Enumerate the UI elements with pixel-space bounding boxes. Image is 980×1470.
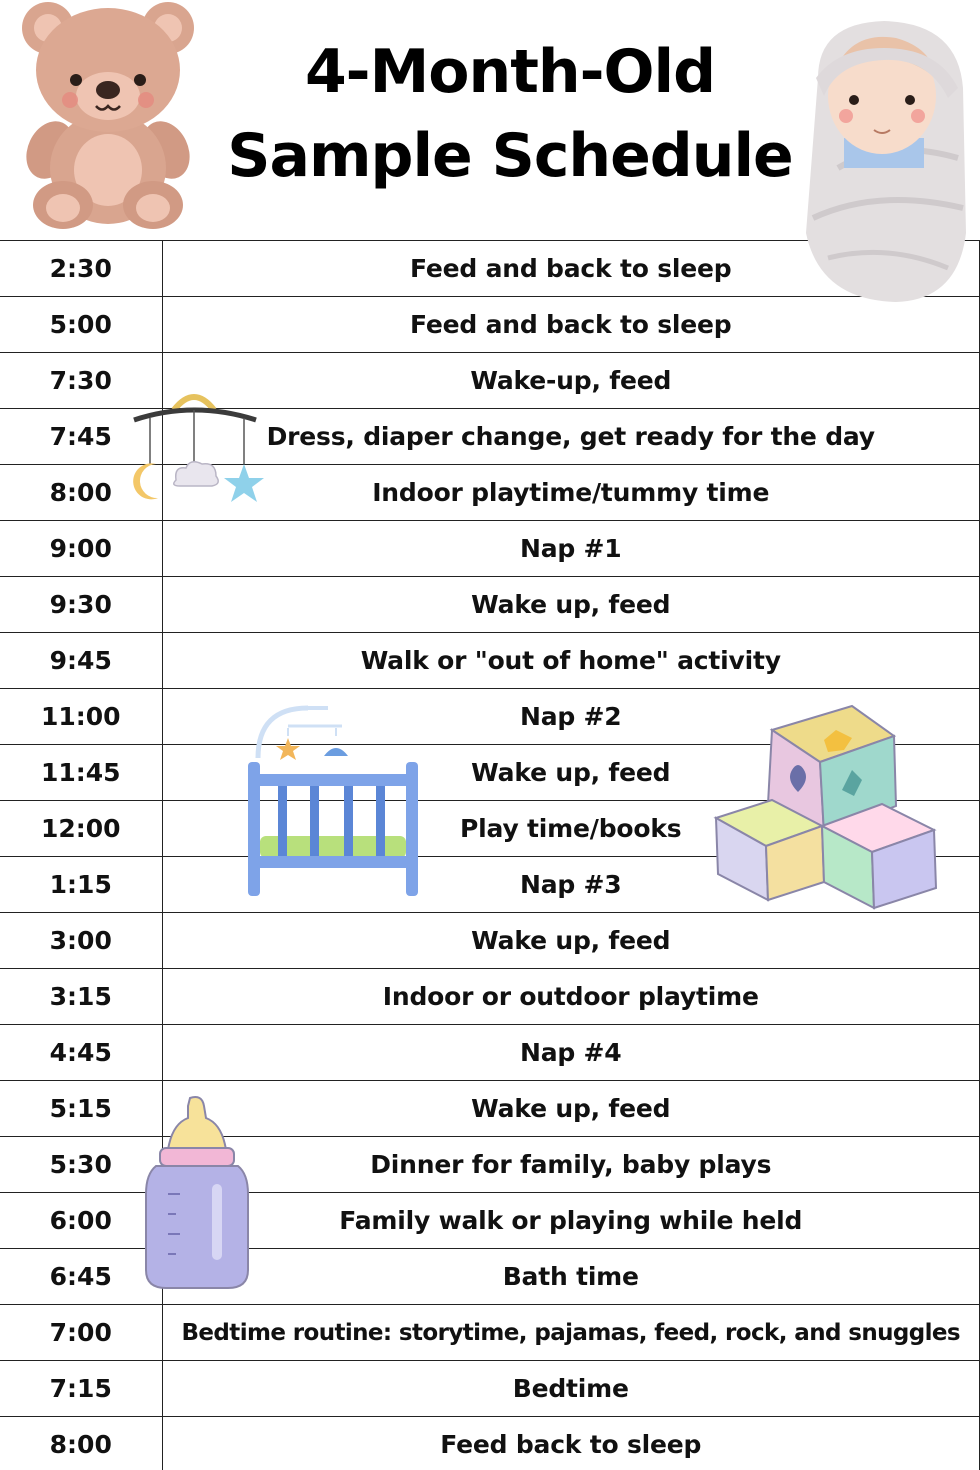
activity-cell: Dress, diaper change, get ready for the day <box>162 409 980 465</box>
activity-cell: Nap #3 <box>162 857 980 913</box>
table-row <box>0 521 980 577</box>
table-row <box>0 801 980 857</box>
activity-cell: Nap #1 <box>162 521 980 577</box>
time-cell: 6:45 <box>0 1249 162 1305</box>
activity-cell: Play time/books <box>162 801 980 857</box>
activity-cell: Dinner for family, baby plays <box>162 1137 980 1193</box>
time-cell: 6:00 <box>0 1193 162 1249</box>
table-row <box>0 1305 980 1361</box>
activity-cell: Wake up, feed <box>162 577 980 633</box>
time-cell: 7:00 <box>0 1305 162 1361</box>
activity-cell: Feed and back to sleep <box>162 297 980 353</box>
time-cell: 11:45 <box>0 745 162 801</box>
time-cell: 7:15 <box>0 1361 162 1417</box>
table-row <box>0 1193 980 1249</box>
table-row <box>0 969 980 1025</box>
table-row <box>0 1081 980 1137</box>
table-row <box>0 745 980 801</box>
table-row <box>0 689 980 745</box>
table-row <box>0 465 980 521</box>
time-cell: 9:00 <box>0 521 162 577</box>
activity-cell: Feed and back to sleep <box>162 241 980 297</box>
time-cell: 7:45 <box>0 409 162 465</box>
time-cell: 5:00 <box>0 297 162 353</box>
table-row <box>0 353 980 409</box>
time-cell: 5:15 <box>0 1081 162 1137</box>
time-cell: 1:15 <box>0 857 162 913</box>
activity-cell: Indoor or outdoor playtime <box>162 969 980 1025</box>
table-row <box>0 633 980 689</box>
title-line-2: Sample Schedule <box>227 121 793 191</box>
activity-cell: Indoor playtime/tummy time <box>162 465 980 521</box>
schedule-table <box>0 240 980 1470</box>
activity-cell: Bedtime <box>162 1361 980 1417</box>
table-row <box>0 297 980 353</box>
activity-cell: Family walk or playing while held <box>162 1193 980 1249</box>
activity-cell: Wake up, feed <box>162 913 980 969</box>
table-row <box>0 913 980 969</box>
title-line-1: 4-Month-Old <box>304 37 716 107</box>
table-row <box>0 409 980 465</box>
teddy-bear-icon <box>18 0 198 232</box>
table-row <box>0 857 980 913</box>
time-cell: 9:30 <box>0 577 162 633</box>
table-row <box>0 1417 980 1470</box>
activity-cell: Nap #4 <box>162 1025 980 1081</box>
table-row <box>0 1025 980 1081</box>
activity-cell: Wake up, feed <box>162 745 980 801</box>
table-row <box>0 1137 980 1193</box>
time-cell: 4:45 <box>0 1025 162 1081</box>
time-cell: 3:15 <box>0 969 162 1025</box>
table-row <box>0 577 980 633</box>
time-cell: 3:00 <box>0 913 162 969</box>
table-row <box>0 241 980 297</box>
table-row <box>0 1249 980 1305</box>
time-cell: 9:45 <box>0 633 162 689</box>
time-cell: 11:00 <box>0 689 162 745</box>
time-cell: 8:00 <box>0 1417 162 1470</box>
page-title <box>200 30 820 198</box>
time-cell: 2:30 <box>0 241 162 297</box>
time-cell: 8:00 <box>0 465 162 521</box>
activity-cell: Bedtime routine: storytime, pajamas, feed, rock, and snuggles <box>162 1305 980 1361</box>
table-row <box>0 1361 980 1417</box>
time-cell: 5:30 <box>0 1137 162 1193</box>
activity-cell: Nap #2 <box>162 689 980 745</box>
activity-cell: Walk or "out of home" activity <box>162 633 980 689</box>
time-cell: 12:00 <box>0 801 162 857</box>
activity-cell: Wake up, feed <box>162 1081 980 1137</box>
activity-cell: Feed back to sleep <box>162 1417 980 1470</box>
activity-cell: Bath time <box>162 1249 980 1305</box>
activity-cell: Wake-up, feed <box>162 353 980 409</box>
time-cell: 7:30 <box>0 353 162 409</box>
